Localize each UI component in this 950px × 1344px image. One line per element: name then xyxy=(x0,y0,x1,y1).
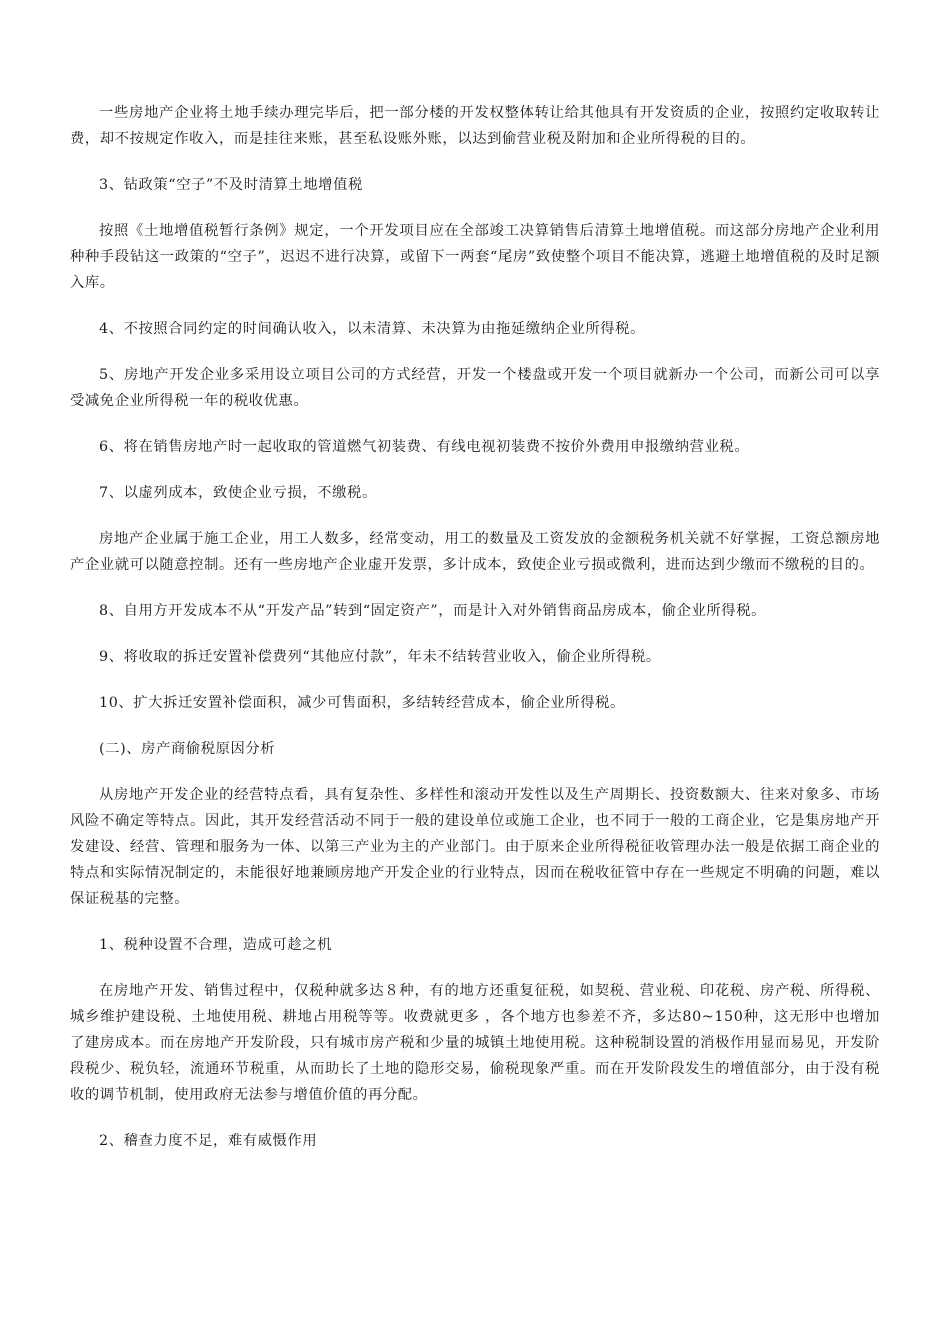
paragraph-business-characteristics: 从房地产开发企业的经营特点看，具有复杂性、多样性和滚动开发性以及生产周期长、投资数额大、往来对象多、市场风险不确定等特点。因此，其开发经营活动不同于一般的建设单位或施工企业，也不同于一般的工商企业，它是集房地产开发建设、经营、管理和服务为一体、以第三产业为主的产业部门。由于原来企业所得税征收管理办法一般是依据工商企业的特点和实际情况制定的，未能很好地兼顾房地产开发企业的行业特点，因而在税收征管中存在一些规定不明确的问题，难以保证税基的完整。 xyxy=(70,787,880,907)
paragraph-gap xyxy=(70,1108,880,1128)
section-heading-2: (二)、房产商偷税原因分析 xyxy=(99,741,276,757)
paragraph-transfer-fee: 一些房地产企业将土地手续办理完毕后，把一部分楼的开发权整体转让给其他具有开发资质的企业，按照约定收取转让费，却不按规定作收入，而是挂往来账，甚至私设账外账，以达到偷营业税及附加和企业所得税的目的。 xyxy=(70,105,880,147)
paragraph-gap xyxy=(70,460,880,480)
subheading-item-1: 1、税种设置不合理，造成可趁之机 xyxy=(99,937,333,953)
paragraph-gap xyxy=(70,912,880,932)
paragraph-construction-enterprise: 房地产企业属于施工企业，用工人数多，经常变动，用工的数量及工资发放的金额税务机关就不好掌握，工资总额房地产企业就可以随意控制。还有一些房地产企业虚开发票，多计成本，致使企业亏损或微利，进而达到少缴而不缴税的目的。 xyxy=(70,531,880,573)
paragraph-gap xyxy=(70,506,880,526)
paragraph-gap xyxy=(70,716,880,736)
list-item-5: 5、房地产开发企业多采用设立项目公司的方式经营，开发一个楼盘或开发一个项目就新办一个公司，而新公司可以享受减免企业所得税一年的税收优惠。 xyxy=(70,367,880,409)
paragraph-gap xyxy=(70,958,880,978)
list-item-9: 9、将收取的拆迁安置补偿费列“其他应付款”，年未不结转营业收入，偷企业所得税。 xyxy=(99,649,661,665)
paragraph-gap xyxy=(70,578,880,598)
list-item-8: 8、自用方开发成本不从“开发产品”转到“固定资产”，而是计入对外销售商品房成本，偷企业所得税。 xyxy=(99,603,766,619)
paragraph-gap xyxy=(70,198,880,218)
paragraph-gap xyxy=(70,342,880,362)
list-item-10: 10、扩大拆迁安置补偿面积，减少可售面积，多结转经营成本，偷企业所得税。 xyxy=(99,695,625,711)
document-body xyxy=(70,100,880,1154)
paragraph-tax-types: 在房地产开发、销售过程中，仅税种就多达８种，有的地方还重复征税，如契税、营业税、印花税、房产税、所得税、城乡维护建设税、土地使用税、耕地占用税等等。收费就更多 ，各个地方也参差不齐，多达80~150种，这无形中也增加了建房成本。而在房地产开发阶段，只有城市房产税和少量的城镇土地使用税。这种税制设置的消极作用显而易见，开发阶段税少、税负轻，流通环节税重，从而助长了土地的隐形交易，偷税现象严重。而在开发阶段发生的增值部分，由于没有税收的调节机制，使用政府无法参与增值价值的再分配。 xyxy=(70,983,880,1103)
paragraph-gap xyxy=(70,152,880,172)
list-item-6: 6、将在销售房地产时一起收取的管道燃气初装费、有线电视初装费不按价外费用申报缴纳营业税。 xyxy=(99,439,750,455)
paragraph-gap xyxy=(70,762,880,782)
paragraph-gap xyxy=(70,296,880,316)
paragraph-gap xyxy=(70,624,880,644)
heading-item-3: 3、钻政策“空子”不及时清算土地增值税 xyxy=(99,177,363,193)
paragraph-land-vat: 按照《土地增值税暂行条例》规定，一个开发项目应在全部竣工决算销售后清算土地增值税。而这部分房地产企业利用种种手段钻这一政策的“空子”，迟迟不进行决算，或留下一两套“尾房”致使整个项目不能决算，逃避土地增值税的及时足额入库。 xyxy=(70,223,880,291)
paragraph-gap xyxy=(70,670,880,690)
list-item-4: 4、不按照合同约定的时间确认收入，以未清算、未决算为由拖延缴纳企业所得税。 xyxy=(99,321,645,337)
list-item-7: 7、以虚列成本，致使企业亏损，不缴税。 xyxy=(99,485,377,501)
paragraph-gap xyxy=(70,414,880,434)
subheading-item-2: 2、稽查力度不足，难有威慑作用 xyxy=(99,1133,318,1149)
